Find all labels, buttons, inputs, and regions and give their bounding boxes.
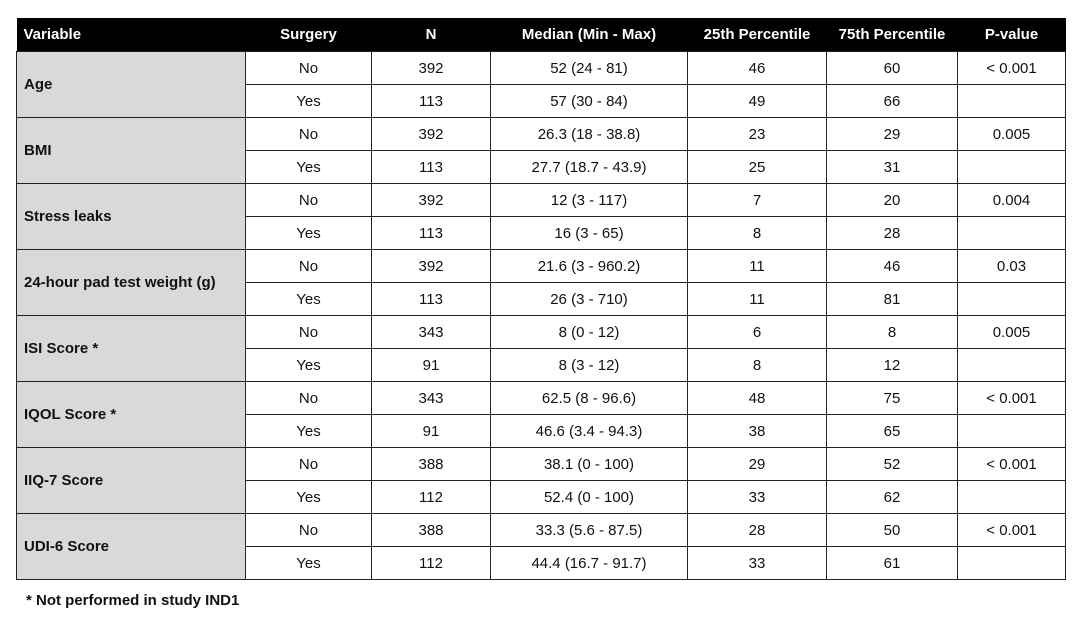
- cell-surgery: No: [246, 448, 372, 481]
- cell-variable: IIQ-7 Score: [17, 448, 246, 514]
- header-n: N: [372, 18, 491, 52]
- table-row: [17, 52, 1066, 85]
- cell-75th-percentile: 29: [827, 118, 958, 151]
- cell-n: 112: [372, 481, 491, 514]
- table-row: [17, 316, 1066, 349]
- cell-p-value: [958, 481, 1066, 514]
- cell-25th-percentile: 8: [688, 349, 827, 382]
- cell-75th-percentile: 75: [827, 382, 958, 415]
- cell-25th-percentile: 6: [688, 316, 827, 349]
- cell-p-value: 0.005: [958, 118, 1066, 151]
- cell-median: 21.6 (3 - 960.2): [491, 250, 688, 283]
- cell-n: 388: [372, 448, 491, 481]
- cell-p-value: [958, 349, 1066, 382]
- cell-25th-percentile: 11: [688, 283, 827, 316]
- cell-25th-percentile: 29: [688, 448, 827, 481]
- cell-surgery: No: [246, 118, 372, 151]
- cell-median: 8 (0 - 12): [491, 316, 688, 349]
- cell-25th-percentile: 11: [688, 250, 827, 283]
- cell-p-value: [958, 85, 1066, 118]
- cell-p-value: < 0.001: [958, 382, 1066, 415]
- cell-surgery: No: [246, 250, 372, 283]
- cell-surgery: Yes: [246, 217, 372, 250]
- cell-75th-percentile: 8: [827, 316, 958, 349]
- cell-p-value: 0.005: [958, 316, 1066, 349]
- cell-p-value: < 0.001: [958, 52, 1066, 85]
- table-body: [17, 52, 1066, 580]
- cell-median: 26.3 (18 - 38.8): [491, 118, 688, 151]
- cell-n: 113: [372, 85, 491, 118]
- cell-p-value: [958, 415, 1066, 448]
- cell-75th-percentile: 66: [827, 85, 958, 118]
- cell-surgery: Yes: [246, 151, 372, 184]
- cell-surgery: No: [246, 184, 372, 217]
- cell-variable: ISI Score *: [17, 316, 246, 382]
- cell-25th-percentile: 38: [688, 415, 827, 448]
- cell-n: 91: [372, 415, 491, 448]
- cell-p-value: [958, 151, 1066, 184]
- table-row: [17, 448, 1066, 481]
- cell-n: 343: [372, 316, 491, 349]
- cell-variable: UDI-6 Score: [17, 514, 246, 580]
- cell-median: 33.3 (5.6 - 87.5): [491, 514, 688, 547]
- cell-75th-percentile: 60: [827, 52, 958, 85]
- cell-median: 16 (3 - 65): [491, 217, 688, 250]
- cell-median: 62.5 (8 - 96.6): [491, 382, 688, 415]
- cell-surgery: No: [246, 316, 372, 349]
- cell-25th-percentile: 8: [688, 217, 827, 250]
- cell-25th-percentile: 49: [688, 85, 827, 118]
- cell-75th-percentile: 62: [827, 481, 958, 514]
- cell-n: 392: [372, 118, 491, 151]
- cell-25th-percentile: 7: [688, 184, 827, 217]
- cell-surgery: Yes: [246, 547, 372, 580]
- cell-median: 8 (3 - 12): [491, 349, 688, 382]
- cell-n: 388: [372, 514, 491, 547]
- cell-variable: 24-hour pad test weight (g): [17, 250, 246, 316]
- cell-p-value: < 0.001: [958, 448, 1066, 481]
- cell-surgery: Yes: [246, 85, 372, 118]
- cell-median: 44.4 (16.7 - 91.7): [491, 547, 688, 580]
- cell-75th-percentile: 46: [827, 250, 958, 283]
- cell-75th-percentile: 12: [827, 349, 958, 382]
- table-row: [17, 514, 1066, 547]
- cell-median: 52 (24 - 81): [491, 52, 688, 85]
- table-row: [17, 118, 1066, 151]
- cell-75th-percentile: 52: [827, 448, 958, 481]
- cell-variable: BMI: [17, 118, 246, 184]
- cell-median: 12 (3 - 117): [491, 184, 688, 217]
- cell-n: 113: [372, 151, 491, 184]
- cell-75th-percentile: 20: [827, 184, 958, 217]
- cell-p-value: [958, 217, 1066, 250]
- cell-25th-percentile: 23: [688, 118, 827, 151]
- header-surgery: Surgery: [246, 18, 372, 52]
- cell-surgery: Yes: [246, 349, 372, 382]
- table-row: [17, 184, 1066, 217]
- cell-n: 112: [372, 547, 491, 580]
- header-p-value: P-value: [958, 18, 1066, 52]
- table-row: [17, 382, 1066, 415]
- cell-n: 392: [372, 184, 491, 217]
- cell-median: 57 (30 - 84): [491, 85, 688, 118]
- cell-n: 392: [372, 52, 491, 85]
- cell-75th-percentile: 81: [827, 283, 958, 316]
- cell-n: 113: [372, 283, 491, 316]
- cell-25th-percentile: 48: [688, 382, 827, 415]
- header-25th-percentile: 25th Percentile: [688, 18, 827, 52]
- cell-25th-percentile: 25: [688, 151, 827, 184]
- cell-75th-percentile: 65: [827, 415, 958, 448]
- cell-n: 91: [372, 349, 491, 382]
- cell-surgery: Yes: [246, 481, 372, 514]
- cell-surgery: No: [246, 514, 372, 547]
- cell-n: 343: [372, 382, 491, 415]
- cell-variable: Age: [17, 52, 246, 118]
- cell-median: 38.1 (0 - 100): [491, 448, 688, 481]
- cell-p-value: < 0.001: [958, 514, 1066, 547]
- statistics-table: [16, 18, 1066, 580]
- cell-median: 46.6 (3.4 - 94.3): [491, 415, 688, 448]
- cell-variable: IQOL Score *: [17, 382, 246, 448]
- cell-25th-percentile: 33: [688, 481, 827, 514]
- cell-25th-percentile: 33: [688, 547, 827, 580]
- cell-surgery: Yes: [246, 415, 372, 448]
- cell-surgery: No: [246, 52, 372, 85]
- cell-median: 52.4 (0 - 100): [491, 481, 688, 514]
- table-header-row: [17, 18, 1066, 52]
- cell-p-value: 0.004: [958, 184, 1066, 217]
- cell-p-value: [958, 283, 1066, 316]
- cell-75th-percentile: 28: [827, 217, 958, 250]
- header-variable: Variable: [17, 18, 246, 52]
- cell-n: 392: [372, 250, 491, 283]
- cell-n: 113: [372, 217, 491, 250]
- cell-surgery: No: [246, 382, 372, 415]
- cell-75th-percentile: 31: [827, 151, 958, 184]
- cell-75th-percentile: 50: [827, 514, 958, 547]
- cell-25th-percentile: 28: [688, 514, 827, 547]
- footnote: * Not performed in study IND1: [26, 592, 240, 609]
- cell-75th-percentile: 61: [827, 547, 958, 580]
- cell-p-value: [958, 547, 1066, 580]
- cell-p-value: 0.03: [958, 250, 1066, 283]
- cell-surgery: Yes: [246, 283, 372, 316]
- table-row: [17, 250, 1066, 283]
- cell-25th-percentile: 46: [688, 52, 827, 85]
- header-75th-percentile: 75th Percentile: [827, 18, 958, 52]
- header-median: Median (Min - Max): [491, 18, 688, 52]
- cell-variable: Stress leaks: [17, 184, 246, 250]
- cell-median: 27.7 (18.7 - 43.9): [491, 151, 688, 184]
- cell-median: 26 (3 - 710): [491, 283, 688, 316]
